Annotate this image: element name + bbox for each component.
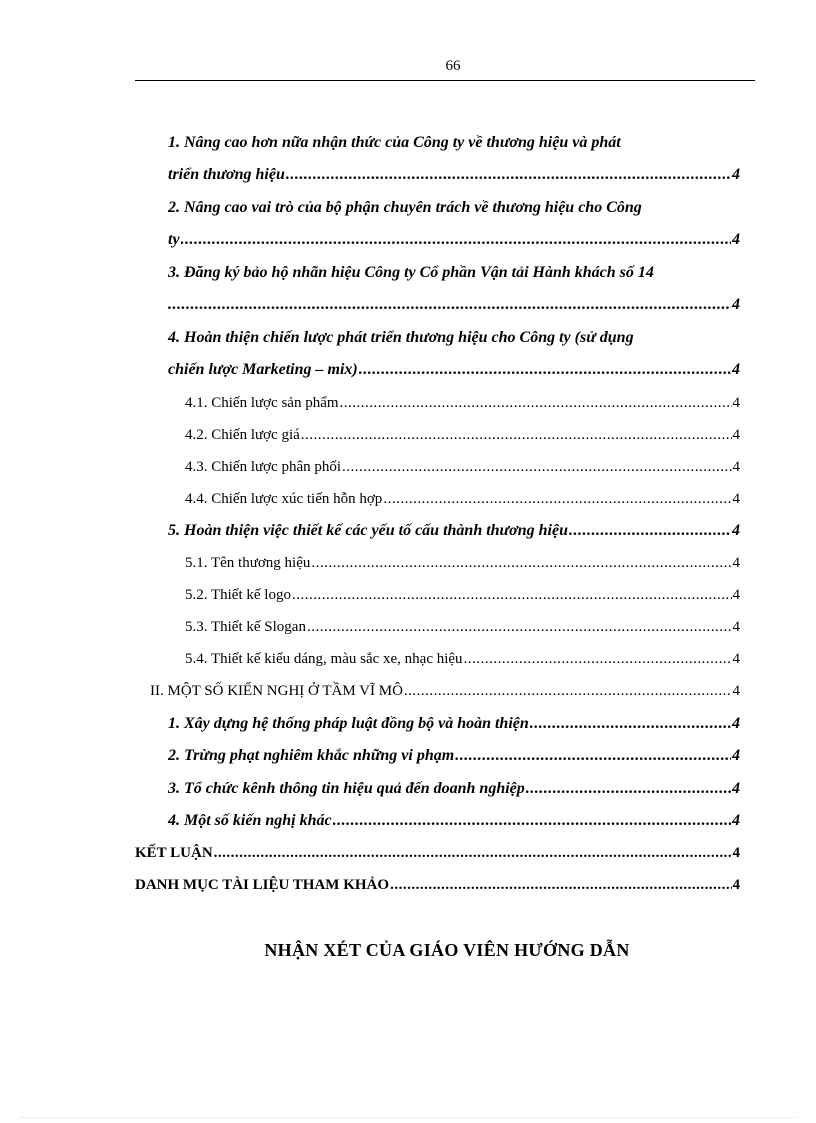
leader-dots [333,812,731,830]
toc-entry-2-line1: 2. Nâng cao vai trò của bộ phận chuyên trách về thương hiệu cho Công [168,199,642,216]
leader-dots [311,555,731,572]
leader-dots [301,427,732,444]
toc-entry-label: 5.4. Thiết kế kiểu dáng, màu sắc xe, nhạc hiệu [185,651,463,667]
toc-entry-label: 2. Trừng phạt nghiêm khắc những vi phạm [168,747,455,764]
toc-page-number: 4 [732,361,740,378]
toc-entry-ii-3[interactable] [168,780,740,798]
toc-page-number: 4 [732,296,740,313]
toc-entry-label: 5. Hoàn thiện việc thiết kế các yếu tố cấu thành thương hiệu [168,522,568,539]
toc-entry-label: 5.1. Tên thương hiệu [185,555,311,571]
toc-page-number: 4 [732,166,740,183]
toc-entry-label: 5.2. Thiết kế logo [185,587,291,603]
leader-dots [292,587,732,604]
toc-entry-3[interactable] [168,296,740,314]
section-title: NHẬN XÉT CỦA GIÁO VIÊN HƯỚNG DẪN [264,940,630,960]
leader-dots [455,747,731,765]
toc-entry-5[interactable] [168,522,740,540]
toc-entry-4-4[interactable] [185,491,740,508]
toc-page-number: 4 [732,231,740,248]
leader-dots [168,296,731,314]
toc-page-number: 4 [732,845,740,861]
toc-entry-label: 4. Một số kiến nghị khác [168,812,332,829]
toc-page-number: 4 [732,683,740,699]
leader-dots [464,651,732,668]
toc-page-number: 4 [732,715,740,732]
toc-entry-5-1[interactable] [185,555,740,572]
leader-dots [569,522,731,540]
toc-page-number: 4 [732,812,740,829]
toc-entry-label: KẾT LUẬN [135,845,213,861]
toc-entry-label: triển thương hiệu [168,166,285,183]
leader-dots [286,166,731,184]
toc-entry-5-3[interactable] [185,619,740,636]
leader-dots [307,619,732,636]
toc-entry-4-3[interactable] [185,459,740,476]
toc-page-number: 4 [732,555,740,571]
toc-page-number: 4 [732,522,740,539]
toc-page-number: 4 [732,395,740,411]
leader-dots [383,491,731,508]
toc-page-number: 4 [732,587,740,603]
toc-entry-4-2[interactable] [185,427,740,444]
toc-entry-label: 1. Xây dựng hệ thống pháp luật đồng bộ và hoàn thiện [168,715,529,732]
leader-dots [530,715,731,733]
toc-entry-4-1[interactable] [185,395,740,412]
toc-entry-label: 5.3. Thiết kế Slogan [185,619,306,635]
toc-entry-4-line1: 4. Hoàn thiện chiến lược phát triển thương hiệu cho Công ty (sử dụng [168,329,634,346]
toc-entry-label: 4.1. Chiến lược sản phẩm [185,395,339,411]
toc-entry-5-2[interactable] [185,587,740,604]
leader-dots [404,683,732,700]
toc-entry-ii-1[interactable] [168,715,740,733]
toc-entry-ii-2[interactable] [168,747,740,765]
leader-dots [342,459,731,476]
toc-page-number: 4 [732,651,740,667]
toc-entry-label: 4.4. Chiến lược xúc tiến hỗn hợp [185,491,383,507]
page-bottom-divider [20,1117,796,1118]
toc-entry-label: II. MỘT SỐ KIẾN NGHỊ Ở TẦM VĨ MÔ [150,683,403,699]
toc-entry-danh-muc[interactable] [135,877,740,894]
toc-page-number: 4 [732,877,740,893]
toc-entry-ii-4[interactable] [168,812,740,830]
toc-page-number: 4 [732,780,740,797]
page-number: 66 [445,58,461,74]
toc-page-number: 4 [732,427,740,443]
toc-entry-4[interactable] [168,361,740,379]
toc-entry-1-line1: 1. Nâng cao hơn nữa nhận thức của Công ty về thương hiệu và phát [168,134,621,151]
toc-page-number: 4 [732,491,740,507]
toc-entry-1[interactable] [168,166,740,184]
toc-entry-label: 3. Tổ chức kênh thông tin hiệu quả đến doanh nghiệp [168,780,525,797]
toc-entry-section-ii[interactable] [150,683,740,700]
toc-entry-2[interactable] [168,231,740,249]
leader-dots [214,845,732,862]
leader-dots [340,395,732,412]
toc-page-number: 4 [732,619,740,635]
toc-entry-label: 4.3. Chiến lược phân phối [185,459,342,475]
toc-entry-label: chiến lược Marketing – mix) [168,361,358,378]
toc-entry-3-line1: 3. Đăng ký bảo hộ nhãn hiệu Công ty Cổ phần Vận tải Hành khách số 14 [168,264,654,281]
leader-dots [526,780,731,798]
leader-dots [181,231,731,249]
toc-entry-label: DANH MỤC TÀI LIỆU THAM KHẢO [135,877,390,893]
toc-entry-5-4[interactable] [185,651,740,668]
leader-dots [390,877,731,894]
toc-entry-label: ty [168,231,180,248]
toc-page-number: 4 [732,747,740,764]
leader-dots [359,361,731,379]
toc-page-number: 4 [732,459,740,475]
toc-entry-ket-luan[interactable] [135,845,740,862]
toc-entry-label: 4.2. Chiến lược giá [185,427,300,443]
